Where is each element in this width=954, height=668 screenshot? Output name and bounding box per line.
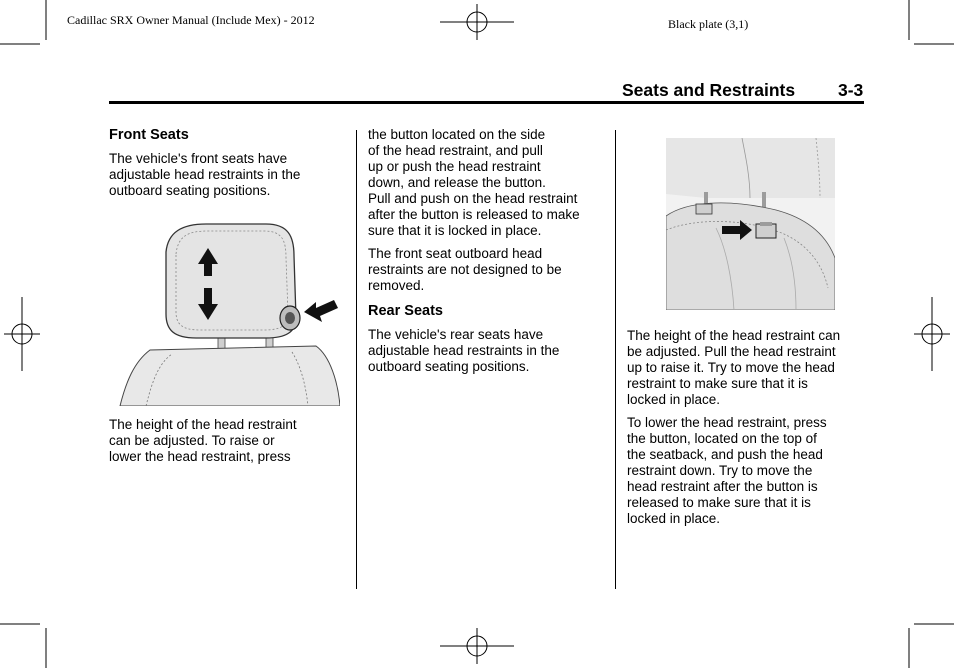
column-divider-1: [356, 130, 357, 589]
column-divider-2: [615, 130, 616, 589]
page-number: 3-3: [838, 80, 864, 100]
heading-rear-seats: Rear Seats: [368, 303, 443, 319]
header-rule: [109, 101, 864, 104]
registration-mark-bottom: [440, 628, 514, 664]
seatback-button-icon: [756, 224, 776, 238]
front-seats-paragraph: The vehicle's front seats have adjustable head restraints in the outboard seating positions.: [109, 151, 301, 198]
registration-mark-top: [440, 4, 514, 40]
plate-label-right: Black plate (3,1): [668, 17, 749, 31]
rear-height-paragraph: The height of the head restraint can be adjusted. Pull the head restraint up to raise it. Try to move the head restraint to make sure that it is locked in place.: [627, 328, 841, 407]
heading-front-seats: Front Seats: [109, 127, 189, 143]
front-height-paragraph: The height of the head restraint can be adjusted. To raise or lower the head restraint, press: [109, 417, 297, 464]
plate-label-left: Cadillac SRX Owner Manual (Include Mex) - 2012: [67, 13, 315, 27]
registration-mark-left: [4, 297, 40, 371]
rear-head-restraint-illustration: [666, 138, 835, 310]
pointing-arrow-icon: [304, 300, 338, 322]
removal-warning-paragraph: The front seat outboard head restraints are not designed to be removed.: [368, 246, 562, 293]
front-head-restraint-illustration: [116, 222, 340, 406]
registration-mark-right: [914, 297, 950, 371]
rear-seats-paragraph: The vehicle's rear seats have adjustable head restraints in the outboard seating positions.: [368, 327, 560, 374]
front-button-paragraph: the button located on the side of the head restraint, and pull up or push the head restraint down, and release the button. Pull and push on the head restraint after the button is released to make sure that it is locked in place.: [368, 127, 580, 238]
rear-lower-paragraph: To lower the head restraint, press the button, located on the top of the seatback, and push the head restraint down. Try to move the head restraint after the button is released to make sure that it is locked in place.: [627, 415, 827, 526]
section-title: Seats and Restraints: [622, 80, 796, 100]
